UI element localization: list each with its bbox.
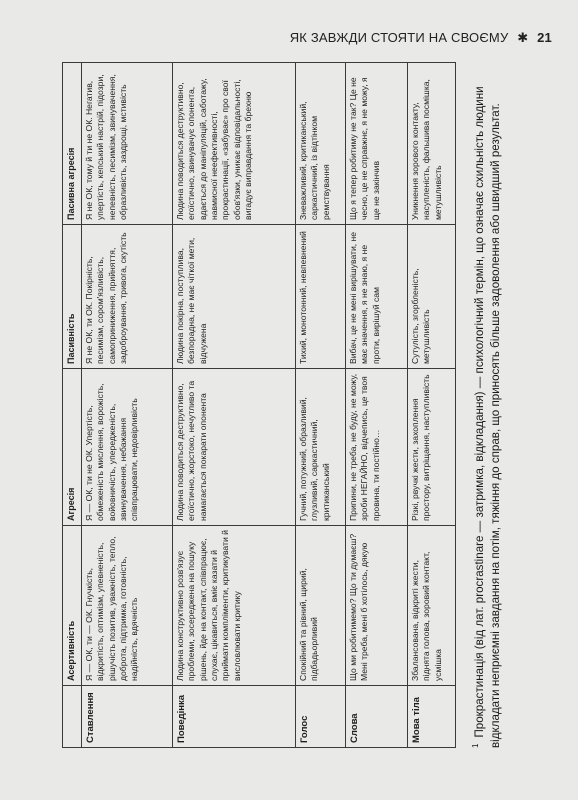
table-cell: Що ми робитимемо? Що ти думаєш? Мені треба, мені б хотілось, дякую: [345, 526, 407, 686]
table-cell: Що я тепер робитиму не так? Це не чесно, це не справжнє, я не можу, я ще не закінчив: [345, 63, 407, 225]
table-cell: Припини, не треба, не буду, не можу, зроби НЕГАЙНО, відчепись, це твоя провина, ти постійно…: [345, 369, 407, 526]
table-cell: Я не ОК, тому й ти не ОК. Негатив, упертість, кепський настрій, підозри, непевність, песимізм, звинувачення, образливість, заздрощі, мстивість: [81, 63, 172, 225]
table-cell: Людина поводиться деструктивно, егоїстично, жорстоко, нечутливо та намагається покарати опонента: [172, 369, 295, 526]
row-label: Мова тіла: [407, 686, 455, 748]
chapter-title: ЯК ЗАВЖДИ СТОЯТИ НА СВОЄМУ: [289, 30, 509, 45]
column-header-assertiveness: Асертивність: [63, 526, 82, 686]
row-label: Голос: [295, 686, 345, 748]
table-cell: Зневажливий, критиканський, саркастичний, із відтінком ремствування: [295, 63, 345, 225]
table-row: [295, 63, 345, 748]
table-cell: Різкі, рвучкі жести, захоплення простору, витріщання, наступливість: [407, 369, 455, 526]
row-label: Ставлення: [81, 686, 172, 748]
table-cell: Людина поводиться деструктивно, егоїстично, звинувачує опонента, вдається до маніпуляцій, саботажу, навмисної неефективності, прокрастинації, «забуває» про свої обов'язки, уникає відповідальності, вигадує виправдання та брехню: [172, 63, 295, 225]
footnote-marker: 1: [471, 743, 480, 748]
table-cell: Тихий, монотонний, невпевнений: [295, 225, 345, 369]
footnote: [470, 63, 504, 748]
running-header: [290, 30, 552, 46]
table-row: [81, 63, 172, 748]
footnote-text: Прокрастинація (від лат. procrastinare — затримка, відкладання) — психологічний термін, що означає схильність людини відкладати неприємні завдання на потім, тяжіння до справ, що приносять більше задоволення або швидший результат.: [472, 86, 502, 748]
table-cell: Я — ОК, ти не ОК. Упертість, обмеженість мислення, ворожість, войовничість, упередженість, звинувачення, небажання співпрацювати, недовірливість: [81, 369, 172, 526]
column-header-aggression: Агресія: [63, 369, 82, 526]
table-row: [172, 63, 295, 748]
table-cell: Гучний, потужний, образливий, глузливий, саркастичний, критиканський: [295, 369, 345, 526]
table-cell: Людина покірна, поступлива, безпорадна, не має чіткої мети, відчужена: [172, 225, 295, 369]
header-corner-cell: [63, 686, 82, 748]
table-cell: Уникнення зорового контакту, насупленість, фальшива посмішка, метушливість: [407, 63, 455, 225]
table-header-row: [63, 63, 82, 748]
table-cell: Збалансована, відкриті жести, піднята голова, зоровий контакт, усмішка: [407, 526, 455, 686]
communication-styles-table: [62, 62, 456, 748]
table-cell: Спокійний та рівний, щирий, підбадьорливий: [295, 526, 345, 686]
column-header-passive-aggression: Пасивна агресія: [63, 63, 82, 225]
table-cell: Я не ОК, ти ОК. Покірність, песимізм, сором'язливість, самоприниження, прийняття, задоброування, тривога, скутість: [81, 225, 172, 369]
row-label: Поведінка: [172, 686, 295, 748]
column-header-passivity: Пасивність: [63, 225, 82, 369]
table-cell: Сутулість, згорбленість, метушливість: [407, 225, 455, 369]
star-icon: ✱: [517, 30, 529, 45]
page-number: 21: [537, 30, 552, 45]
row-label: Слова: [345, 686, 407, 748]
table-cell: Людина конструктивно розв'язує проблеми, зосереджена на пошуку рішень, йде на контакт, співпрацює, слухає, цікавиться, вміє казати й приймати компліменти, критикувати й висловлювати критику: [172, 526, 295, 686]
table-cell: Я — ОК, ти — ОК. Гнучкість, відкритість, оптимізм, упевненість, рішучість позитив, уважність, тепло, доброта, підтримка, готовність, надійність, вдячність: [81, 526, 172, 686]
table-row: [407, 63, 455, 748]
table-cell: Вибач, це не мені вирішувати, не має значення, я не знаю, я не проти, вирішуй сам: [345, 225, 407, 369]
rotated-content: [62, 63, 520, 748]
table-row: [345, 63, 407, 748]
